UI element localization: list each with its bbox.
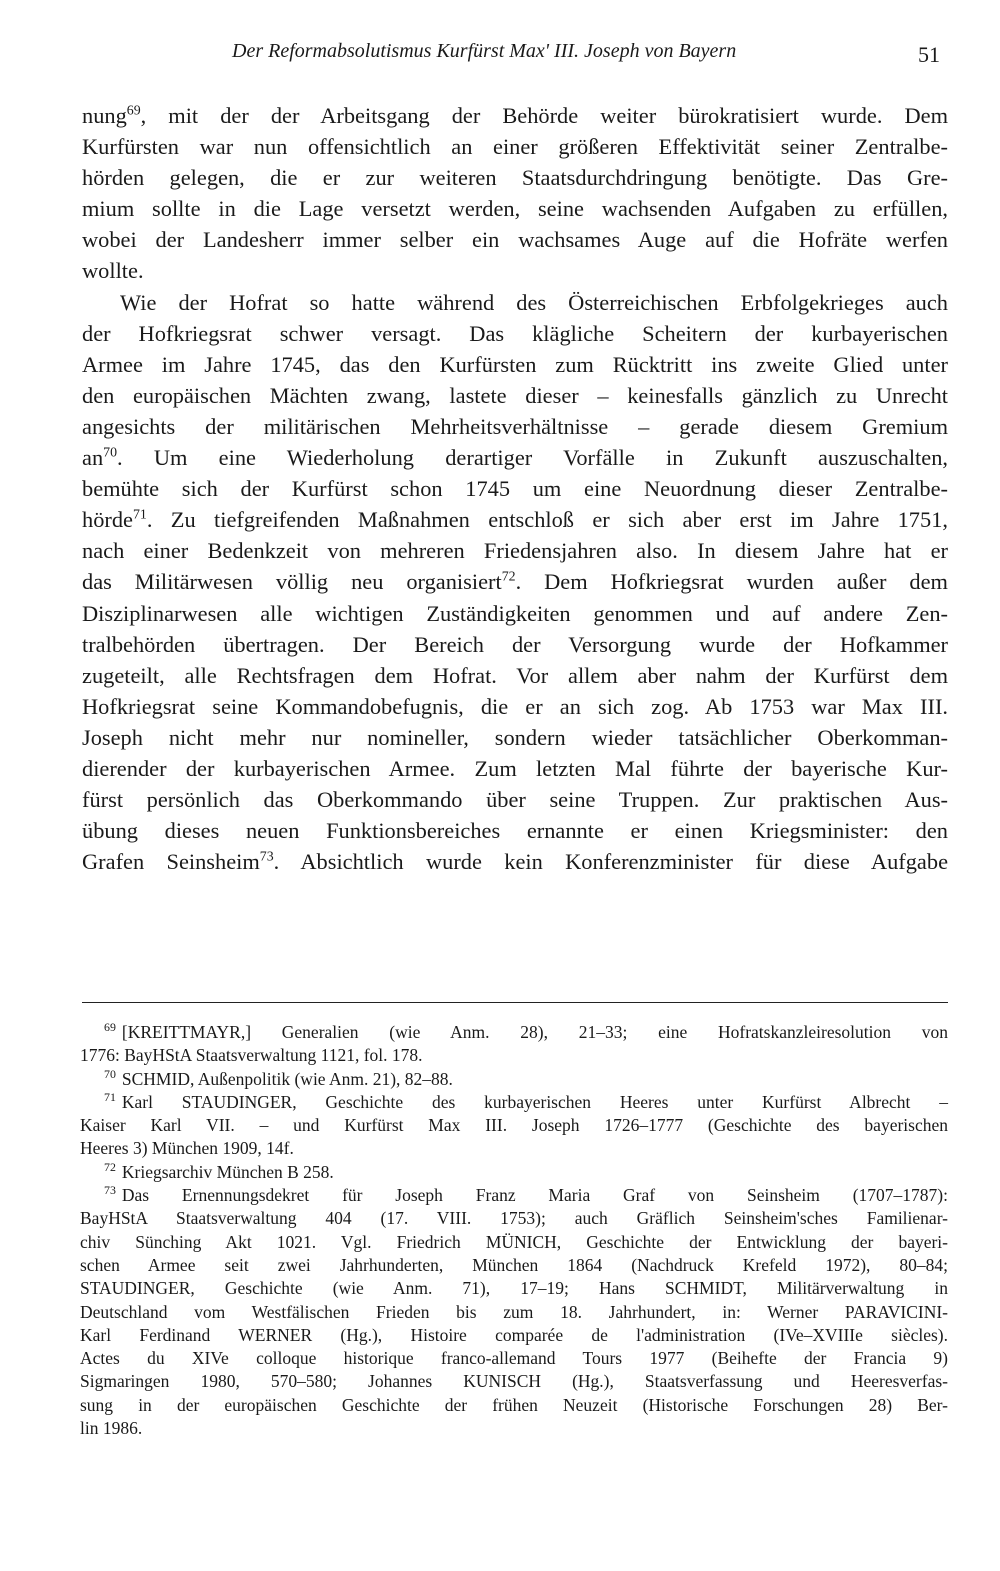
footnote-ref: 72 [501, 569, 516, 585]
footnote-line: STAUDINGER, Geschichte (wie Anm. 71), 17–19; Hans SCHMIDT, Militärverwaltung in [80, 1278, 948, 1299]
footnote-line: lin 1986. [80, 1418, 143, 1439]
body-line: nung$^{69}$, mit der der Arbeitsgang der Behörde weiter bürokratisiert wurde. Dem [82, 103, 948, 128]
footnote-line: Actes du XIVe colloque historique franco-allemand Tours 1977 (Beihefte der Francia 9) [80, 1348, 948, 1369]
footnote-line: Deutschland vom Westfälischen Frieden bis zum 18. Jahrhundert, in: Werner PARAVICINI- [80, 1301, 948, 1322]
footnote-ref: 73 [259, 849, 274, 865]
body-line: fürst persönlich das Oberkommando über seine Truppen. Zur praktischen Aus- [82, 787, 948, 813]
footnote-line: $^{70}$ SCHMID, Außenpolitik (wie Anm. 21), 82–88. [104, 1066, 453, 1089]
body-line: Joseph nicht mehr nur nomineller, sondern wieder tatsächlicher Oberkomman- [82, 724, 948, 750]
body-line: Disziplinarwesen alle wichtigen Zuständigkeiten genommen und auf andere Zen- [82, 600, 948, 626]
footnote-ref: 69 [126, 103, 141, 119]
footnote-line: Heeres 3) München 1909, 14f. [80, 1138, 294, 1159]
body-line: Wie der Hofrat so hatte während des Österreichischen Erbfolgekrieges auch [120, 289, 948, 315]
footnote-number: 70 [104, 1066, 116, 1081]
footnote-number: 71 [104, 1090, 116, 1105]
body-line: $an^{70}$. Um eine Wiederholung derartiger Vorfälle in Zukunft auszuschalten, [82, 445, 948, 471]
body-line: Armee im Jahre 1745, das den Kurfürsten zum Rücktritt ins zweite Glied unter [82, 351, 948, 377]
body-line: dierender der kurbayerischen Armee. Zum letzten Mal führte der bayerische Kur- [82, 755, 948, 781]
body-line: hörde$^{71}$. Zu tiefgreifenden Maßnahmen entschloß er sich aber erst im Jahre 1751, [82, 507, 948, 533]
footnote-line: BayHStA Staatsverwaltung 404 (17. VIII. 1753); auch Gräflich Seinsheim'sches Familienar- [80, 1208, 948, 1229]
footnote-line: 1776: BayHStA Staatsverwaltung 1121, fol. 178. [80, 1045, 423, 1066]
body-line: Kurfürsten war nun offensichtlich an einer größeren Effektivität seiner Zentralbe- [82, 134, 948, 160]
footnote-line: $^{71}$ Karl STAUDINGER, Geschichte des kurbayerischen Heeres unter Kurfürst Albrecht – [104, 1090, 948, 1112]
footnote-line: Kaiser Karl VII. – und Kurfürst Max III. Joseph 1726–1777 (Geschichte des bayerischen [80, 1115, 948, 1136]
footnote-line: schen Armee seit zwei Jahrhunderten, München 1864 (Nachdruck Krefeld 1972), 80–84; [80, 1254, 948, 1275]
body-line: das Militärwesen völlig neu organisiert$^{72}$. Dem Hofkriegsrat wurden außer dem [82, 569, 948, 595]
footnote-line: $^{73}$ Das Ernennungsdekret für Joseph Franz Maria Graf von Seinsheim (1707–1787): [104, 1183, 948, 1206]
body-line: mium sollte in die Lage versetzt werden, seine wachsenden Aufgaben zu erfüllen, [82, 196, 948, 222]
footnote-number: 73 [104, 1183, 116, 1198]
body-line: tralbehörden übertragen. Der Bereich der Versorgung wurde der Hofkammer [82, 631, 948, 657]
body-line: übung dieses neuen Funktionsbereiches ernannte er einen Kriegsminister: den [82, 818, 948, 844]
footnote-line: Karl Ferdinand WERNER (Hg.), Histoire comparée de l'administration (IVe–XVIIIe siècles). [80, 1324, 948, 1345]
body-line: wobei der Landesherr immer selber ein wachsames Auge auf die Hofräte werfen [82, 227, 948, 253]
body-line: der Hofkriegsrat schwer versagt. Das klägliche Scheitern der kurbayerischen [82, 320, 948, 346]
page-number: 51 [918, 42, 940, 67]
footnote-number: 69 [104, 1020, 116, 1035]
body-line: zugeteilt, alle Rechtsfragen dem Hofrat. Vor allem aber nahm der Kurfürst dem [82, 662, 948, 688]
body-line: nach einer Bedenkzeit von mehreren Friedensjahren also. In diesem Jahre hat er [82, 538, 948, 564]
footnotes [80, 1021, 948, 1440]
footnote-line: $^{69}$ [KREITTMAYR,] Generalien (wie Anm. 28), 21–33; eine Hofratskanzleiresolution von [104, 1020, 948, 1042]
body-text [82, 100, 948, 877]
footnote-ref: 70 [103, 445, 118, 461]
footnote-line: chiv Sünching Akt 1021. Vgl. Friedrich MÜNICH, Geschichte der Entwicklung der bayeri- [80, 1231, 948, 1252]
body-line: Hofkriegsrat seine Kommandobefugnis, die er an sich zog. Ab 1753 war Max III. [82, 693, 948, 719]
footnote-line: Sigmaringen 1980, 570–580; Johannes KUNISCH (Hg.), Staatsverfassung und Heeresverfas- [80, 1371, 948, 1392]
footnote-line: sung in der europäischen Geschichte der frühen Neuzeit (Historische Forschungen 28) Ber- [80, 1394, 948, 1415]
footnote-line: $^{72}$ Kriegsarchiv München B 258. [104, 1159, 334, 1182]
body-line: hörden gelegen, die er zur weiteren Staatsdurchdringung benötigte. Das Gre- [82, 165, 948, 191]
footnote-number: 72 [104, 1159, 116, 1174]
body-line: wollte. [82, 258, 144, 284]
running-title: Der Reformabsolutismus Kurfürst Max' III. Joseph von Bayern [232, 40, 737, 62]
body-line: angesichts der militärischen Mehrheitsverhältnisse – gerade diesem Gremium [82, 413, 948, 439]
body-line: Grafen Seinsheim$^{73}$. Absichtlich wurde kein Konferenzminister für diese Aufgabe [82, 849, 949, 875]
footnote-ref: 71 [132, 507, 147, 523]
body-line: den europäischen Mächten zwang, lastete dieser – keinesfalls gänzlich zu Unrecht [82, 382, 948, 408]
body-line: bemühte sich der Kurfürst schon 1745 um eine Neuordnung dieser Zentralbe- [82, 476, 948, 502]
footnote-divider [82, 1002, 948, 1003]
